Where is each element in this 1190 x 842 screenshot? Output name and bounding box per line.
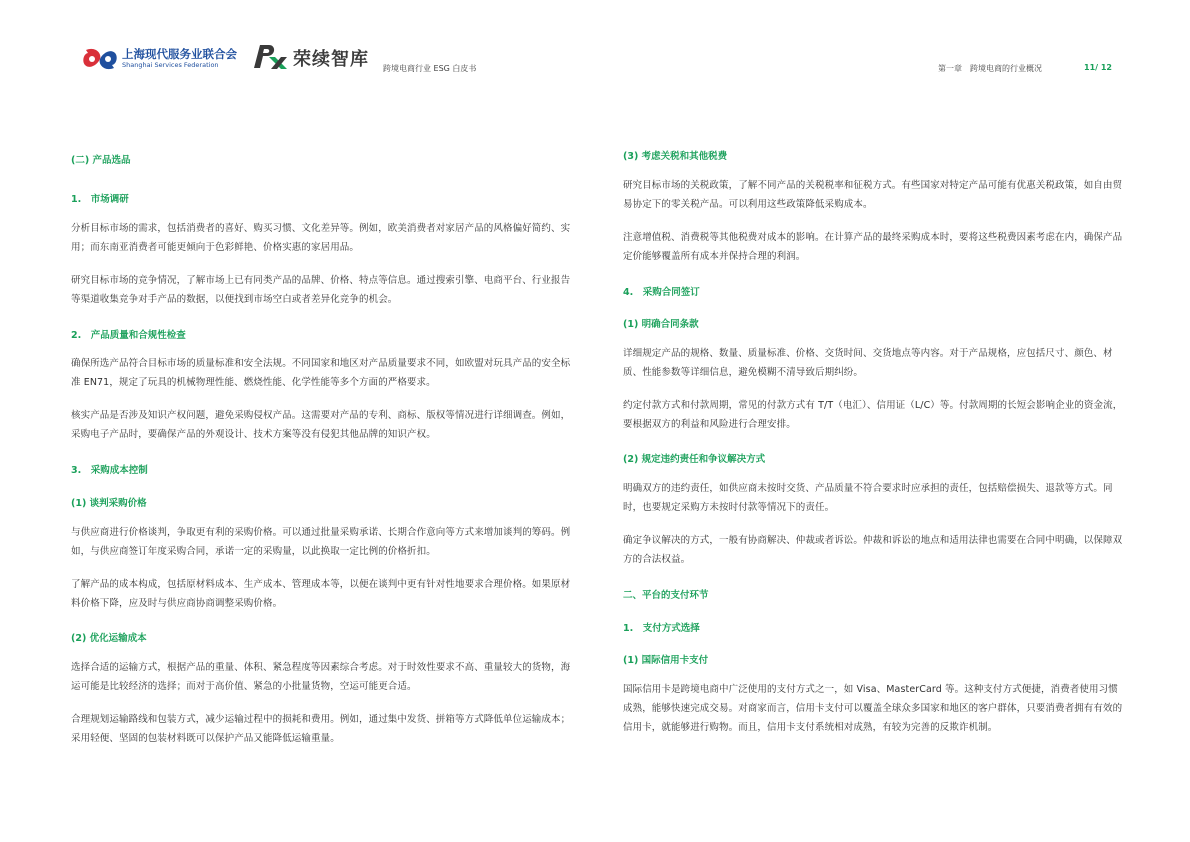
paragraph: 核实产品是否涉及知识产权问题，避免采购侵权产品。这需要对产品的专利、商标、版权等情况进行详细调查。例如，采购电子产品时，要确保产品的外观设计、技术方案等没有侵犯其他品牌的知识产权。 <box>71 410 571 440</box>
paragraph: 注意增值税、消费税等其他税费对成本的影响。在计算产品的最终采购成本时，要将这些税费因素考虑在内，确保产品定价能够覆盖所有成本并保持合理的利润。 <box>623 232 1123 262</box>
section-heading: 二、平台的支付环节 <box>623 590 709 601</box>
item-heading: (2) 规定违约责任和争议解决方式 <box>623 454 766 465</box>
item-heading: (1) 国际信用卡支付 <box>623 655 709 666</box>
paragraph: 研究目标市场的关税政策，了解不同产品的关税税率和征税方式。有些国家对特定产品可能有优惠关税政策，如自由贸易协定下的零关税产品。可以利用这些政策降低采购成本。 <box>623 180 1123 210</box>
chapter-title: 第一章 跨境电商的行业概况 <box>938 64 1042 73</box>
paragraph: 研究目标市场的竞争情况，了解市场上已有同类产品的品牌、价格、特点等信息。通过搜索引擎、电商平台、行业报告等渠道收集竞争对手产品的数据，以便找到市场空白或者差异化竞争的机会。 <box>71 275 571 305</box>
item-heading: (3) 考虑关税和其他税费 <box>623 151 728 162</box>
paragraph: 约定付款方式和付款周期，常见的付款方式有 T/T（电汇）、信用证（L/C）等。付款周期的长短会影响企业的资金流，要根据双方的利益和风险进行合理安排。 <box>623 400 1123 430</box>
paragraph: 明确双方的违约责任，如供应商未按时交货、产品质量不符合要求时应承担的责任，包括赔偿损失、退款等方式。同时，也要规定采购方未按时付款等情况下的责任。 <box>623 483 1113 513</box>
subsection-heading: 1. 支付方式选择 <box>623 623 700 634</box>
paragraph: 了解产品的成本构成，包括原材料成本、生产成本、管理成本等，以便在谈判中更有针对性地要求合理价格。如果原材料价格下降，应及时与供应商协商调整采购价格。 <box>71 579 571 609</box>
paragraph: 详细规定产品的规格、数量、质量标准、价格、交货时间、交货地点等内容。对于产品规格，应包括尺寸、颜色、材质、性能参数等详细信息，避免模糊不清导致后期纠纷。 <box>623 348 1113 378</box>
document-title: 跨境电商行业 ESG 白皮书 <box>383 64 477 73</box>
ssf-logo <box>82 44 242 74</box>
item-heading: (2) 优化运输成本 <box>71 633 147 644</box>
rongxu-logo <box>251 41 381 73</box>
item-heading: (1) 明确合同条款 <box>623 319 699 330</box>
subsection-heading: 2. 产品质量和合规性检查 <box>71 330 186 341</box>
subsection-heading: 4. 采购合同签订 <box>623 287 700 298</box>
rx-mark-icon <box>251 41 289 71</box>
paragraph: 与供应商进行价格谈判，争取更有利的采购价格。可以通过批量采购承诺、长期合作意向等方式来增加谈判的筹码。例如，与供应商签订年度采购合同，承诺一定的采购量，以此换取一定比例的价格折扣。 <box>71 527 571 557</box>
brand-name: 荣续智库 <box>293 49 369 70</box>
ssf-emblem-icon <box>82 44 118 74</box>
paragraph: 合理规划运输路线和包装方式，减少运输过程中的损耗和费用。例如，通过集中发货、拼箱等方式降低单位运输成本；采用轻便、坚固的包装材料既可以保护产品又能降低运输重量。 <box>71 714 571 744</box>
paragraph: 国际信用卡是跨境电商中广泛使用的支付方式之一，如 Visa、MasterCard 等。这种支付方式便捷，消费者使用习惯成熟，能够快速完成交易。对商家而言，信用卡支付可以覆盖全球众多国家和地区的客户群体，只要消费者拥有有效的信用卡，就能够进行购物。而且，信用卡支付系统相对成熟，有较为完善的反欺诈机制。 <box>623 684 1123 733</box>
subsection-heading: 3. 采购成本控制 <box>71 465 148 476</box>
section-heading: (二) 产品选品 <box>71 155 131 166</box>
paragraph: 分析目标市场的需求，包括消费者的喜好、购买习惯、文化差异等。例如，欧美消费者对家居产品的风格偏好简约、实用；而东南亚消费者可能更倾向于色彩鲜艳、价格实惠的家居用品。 <box>71 223 571 253</box>
subsection-heading: 1. 市场调研 <box>71 194 129 205</box>
page-number: 11/ 12 <box>1084 63 1112 72</box>
item-heading: (1) 谈判采购价格 <box>71 498 147 509</box>
paragraph: 选择合适的运输方式，根据产品的重量、体积、紧急程度等因素综合考虑。对于时效性要求不高、重量较大的货物，海运可能是比较经济的选择；而对于高价值、紧急的小批量货物，空运可能更合适。 <box>71 662 571 692</box>
org-name-cn: 上海现代服务业联合会 <box>122 47 237 61</box>
paragraph: 确定争议解决的方式，一般有协商解决、仲裁或者诉讼。仲裁和诉讼的地点和适用法律也需要在合同中明确，以保障双方的合法权益。 <box>623 535 1123 565</box>
org-name-en: Shanghai Services Federation <box>122 61 219 69</box>
page-header <box>0 0 1190 90</box>
paragraph: 确保所选产品符合目标市场的质量标准和安全法规。不同国家和地区对产品质量要求不同，如欧盟对玩具产品的安全标准 EN71，规定了玩具的机械物理性能、燃烧性能、化学性能等多个方面的严格要求。 <box>71 358 571 388</box>
